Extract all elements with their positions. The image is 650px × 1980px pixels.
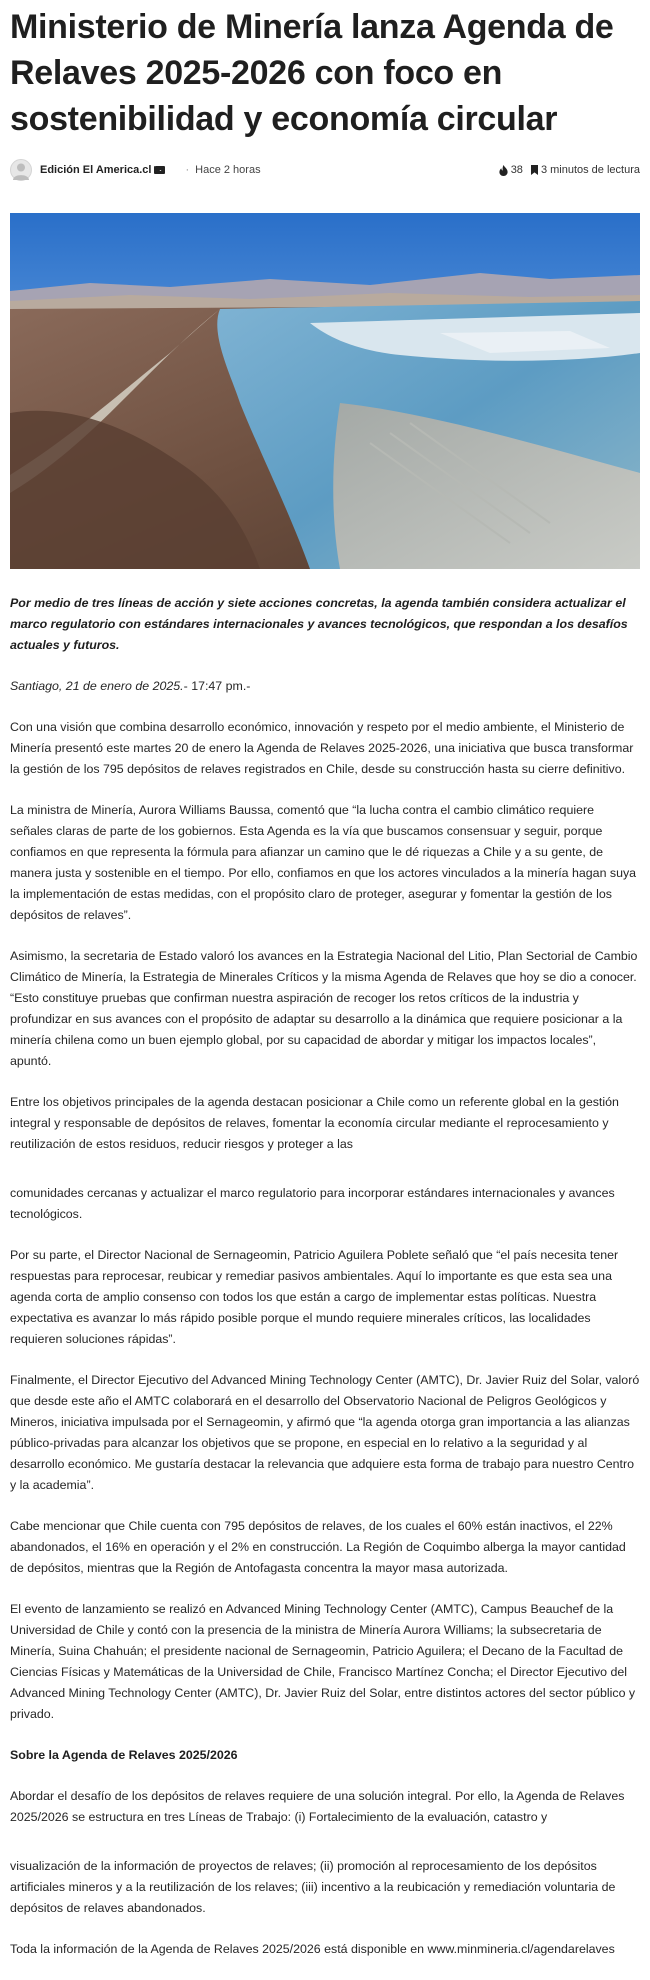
- article-paragraph: Toda la información de la Agenda de Relaves 2025/2026 está disponible en www.minmineria.cl/agendarelaves: [10, 1942, 615, 1956]
- article-body: [10, 593, 640, 1960]
- fire-icon: [499, 165, 508, 176]
- reading-time-value: 3 minutos de lectura: [540, 164, 640, 176]
- views-count: [499, 164, 523, 176]
- article-paragraph: Entre los objetivos principales de la agenda destacan posicionar a Chile como un referente global en la gestión integral y responsable de depósitos de relaves, fomentar la economía circular mediante el reprocesamiento y reutilización de estos residuos, reducir riesgos y proteger a las: [10, 1095, 619, 1151]
- article-paragraph: comunidades cercanas y actualizar el marco regulatorio para incorporar estándares internacionales y avances tecnológicos.: [10, 1186, 615, 1221]
- article-paragraph: Finalmente, el Director Ejecutivo del Advanced Mining Technology Center (AMTC), Dr. Javier Ruiz del Solar, valoró que desde este año el AMTC colaborará en el desarrollo del Observatorio Nacional de Peligros Geológicos y Mineros, iniciativa impulsada por el Sernageomin, y afirmó que “la agenda otorga gran importancia a las alianzas público-privadas para alcanzar los objetivos que se propone, en especial en lo relativo a la seguridad y al desarrollo económico. Me gustaría destacar la relevancia que adquiere esta forma de trabajo para nuestro Centro y la academia”.: [10, 1373, 640, 1492]
- reading-time: [531, 164, 640, 176]
- article-paragraph: Cabe mencionar que Chile cuenta con 795 depósitos de relaves, de los cuales el 60% están inactivos, el 22% abandonados, el 16% en operación y el 2% en construcción. La Región de Coquimbo alberga la mayor cantidad de depósitos, mientras que la Región de Antofagasta concentra la mayor masa autorizada.: [10, 1519, 626, 1575]
- author-link[interactable]: Edición El America.cl: [40, 164, 152, 176]
- dateline-place-date: Santiago, 21 de enero de 2025.: [10, 679, 184, 693]
- published-time: Hace 2 horas: [195, 164, 261, 176]
- article-lead: Por medio de tres líneas de acción y siete acciones concretas, la agenda también considera actualizar el marco regulatorio con estándares internacionales y avances tecnológicos, que respondan a los desafíos actuales y futuros.: [10, 596, 628, 652]
- article-paragraph: La ministra de Minería, Aurora Williams Baussa, comentó que “la lucha contra el cambio climático requiere señales claras de parte de los gobiernos. Esta Agenda es la vía que buscamos consensuar y seguir, porque confiamos en que representa la fórmula para afianzar un camino que le dé riquezas a Chile y a su gente, de manera justa y sostenible en el tiempo. Por ello, confiamos en que los actores vinculados a la minería hagan suya la implementación de estas medidas, con el propósito claro de proteger, asegurar y fomentar la gestión de los depósitos de relaves”.: [10, 803, 637, 922]
- article-paragraph: Abordar el desafío de los depósitos de relaves requiere de una solución integral. Por ello, la Agenda de Relaves 2025/2026 se estructura en tres Líneas de Trabajo: (i) Fortalecimiento de la evaluación, catastro y: [10, 1789, 625, 1824]
- bookmark-icon: [531, 165, 538, 175]
- article-container: [10, 0, 640, 1980]
- article-paragraph: visualización de la información de proyectos de relaves; (ii) promoción al reprocesamiento de los depósitos artificiales mineros y a la reutilización de los relaves; (iii) incentivo a la reubicación y remediación voluntaria de depósitos de relaves abandonados.: [10, 1859, 616, 1915]
- article-headline: Ministerio de Minería lanza Agenda de Relaves 2025-2026 con foco en sostenibilidad y economía circular: [10, 8, 614, 138]
- article-stats: [499, 164, 640, 176]
- tailings-landscape-photo-icon: [10, 213, 640, 569]
- article-dateline: [10, 676, 640, 697]
- article-meta: [10, 152, 640, 188]
- hero-image: [10, 213, 640, 569]
- meta-separator: ·: [185, 164, 190, 176]
- article-paragraph: Por su parte, el Director Nacional de Sernageomin, Patricio Aguilera Poblete señaló que “el país necesita tener respuestas para reprocesar, reubicar y remediar pasivos ambientales. Aquí lo importante es que esta sea una agenda corta de amplio consenso con todos los que están a cargo de implementar estas políticas. Nuestra expectativa es avanzar lo más rápido posible porque el mundo requiere minerales críticos, las localidades requieren soluciones rápidas”.: [10, 1248, 619, 1346]
- article-paragraph: Asimismo, la secretaria de Estado valoró los avances en la Estrategia Nacional del Litio, Plan Sectorial de Cambio Climático de Minería, la Estrategia de Minerales Críticos y la misma Agenda de Relaves que hoy se dio a conocer. “Esto constituye pruebas que confirman nuestra aspiración de recoger los retos críticos de la industria y profundizar en sus avances con el propósito de adaptar su desarrollo a la dinámica que requiere posicionar a la minería chilena como un buen ejemplo global, por su capacidad de abordar y mitigar los impactos locales”, apuntó.: [10, 949, 638, 1068]
- article-paragraph: El evento de lanzamiento se realizó en Advanced Mining Technology Center (AMTC), Campus Beauchef de la Universidad de Chile y contó con la presencia de la ministra de Minería Aurora Williams; la subsecretaria de Minería, Suina Chahuán; el presidente nacional de Sernageomin, Patricio Aguilera; el Decano de la Facultad de Ciencias Físicas y Matemáticas de la Universidad de Chile, Francisco Martínez Concha; el Director Ejecutivo del Advanced Mining Technology Center (AMTC), Dr. Javier Ruiz del Solar, entre distintos actores del sector público y privado.: [10, 1602, 636, 1721]
- article-paragraph: Con una visión que combina desarrollo económico, innovación y respeto por el medio ambiente, el Ministerio de Minería presentó este martes 20 de enero la Agenda de Relaves 2025-2026, una iniciativa que busca transformar la gestión de los 795 depósitos de relaves registrados en Chile, desde su construcción hasta su cierre definitivo.: [10, 720, 634, 776]
- author-avatar-icon[interactable]: [10, 159, 32, 181]
- dateline-time: - 17:47 pm.-: [183, 679, 251, 693]
- email-icon[interactable]: [154, 166, 165, 174]
- section-heading: Sobre la Agenda de Relaves 2025/2026: [10, 1748, 238, 1762]
- views-value: 38: [510, 164, 523, 176]
